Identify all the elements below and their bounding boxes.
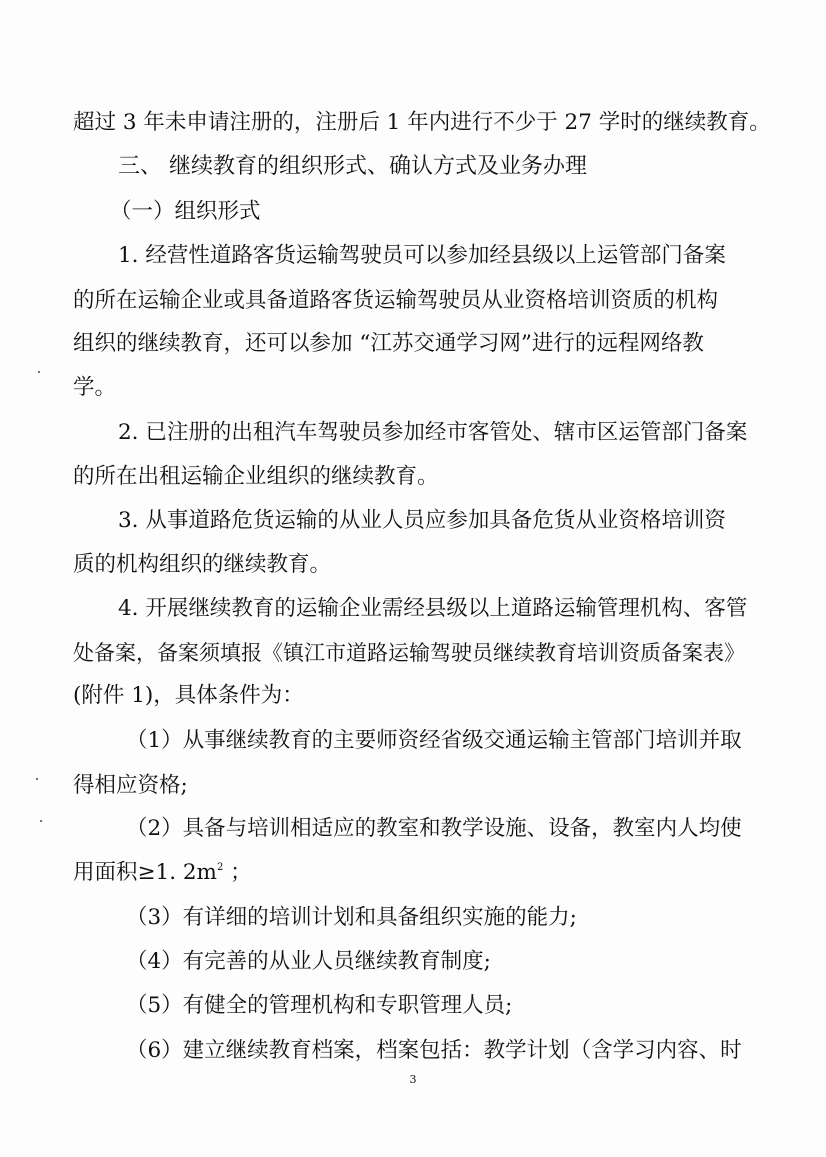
text-line-tail: ；	[223, 860, 252, 885]
section-heading: 三、 继续教育的组织形式、确认方式及业务办理	[118, 154, 587, 179]
text-line: （4）有完善的从业人员继续教育制度;	[126, 949, 491, 974]
text-line: 3. 从事道路危货运输的从业人员应参加具备危货从业资格培训资	[118, 508, 726, 533]
text-line: （2）具备与培训相适应的教室和教学设施、设备，教室内人均使	[126, 816, 742, 841]
text-line: 的所在出租运输企业组织的继续教育。	[73, 464, 439, 489]
text-line: 质的机构组织的继续教育。	[73, 552, 332, 577]
scan-speck	[40, 820, 42, 822]
text-line: 的所在运输企业或具备道路客货运输驾驶员从业资格培训资质的机构	[73, 288, 719, 313]
superscript: 2	[216, 862, 224, 873]
scan-speck	[38, 371, 40, 373]
text-line: (附件 1)，具体条件为：	[73, 683, 304, 708]
text-line	[73, 858, 826, 888]
text-line: 组织的继续教育，还可以参加 “江苏交通学习网”进行的远程网络教	[73, 331, 704, 356]
text-line: 4. 开展继续教育的运输企业需经县级以上道路运输管理机构、客管	[118, 596, 748, 621]
text-line: （3）有详细的培训计划和具备组织实施的能力;	[126, 905, 577, 930]
text-line: 得相应资格;	[73, 773, 188, 798]
text-line: 2. 已注册的出租汽车驾驶员参加经市客管处、辖市区运管部门备案	[118, 420, 748, 445]
text-line: （6）建立继续教育档案，档案包括：教学计划（含学习内容、时	[126, 1038, 742, 1063]
text-line: （1）从事继续教育的主要师资经省级交通运输主管部门培训并取	[126, 728, 742, 753]
text-line: 1. 经营性道路客货运输驾驶员可以参加经县级以上运管部门备案	[118, 243, 726, 268]
text-line: 学。	[73, 375, 117, 400]
text-line: 处备案，备案须填报《镇江市道路运输驾驶员继续教育培训资质备案表》	[73, 641, 745, 665]
text-line: 超过 3 年未申请注册的，注册后 1 年内进行不少于 27 学时的继续教育。	[73, 110, 771, 135]
text-line: （5）有健全的管理机构和专职管理人员;	[126, 993, 513, 1018]
subsection-heading: （一）组织形式	[110, 199, 261, 224]
scan-speck	[36, 778, 38, 780]
text-line-main: 用面积≥1. 2m	[73, 860, 217, 885]
page-number: 3	[409, 1073, 417, 1086]
